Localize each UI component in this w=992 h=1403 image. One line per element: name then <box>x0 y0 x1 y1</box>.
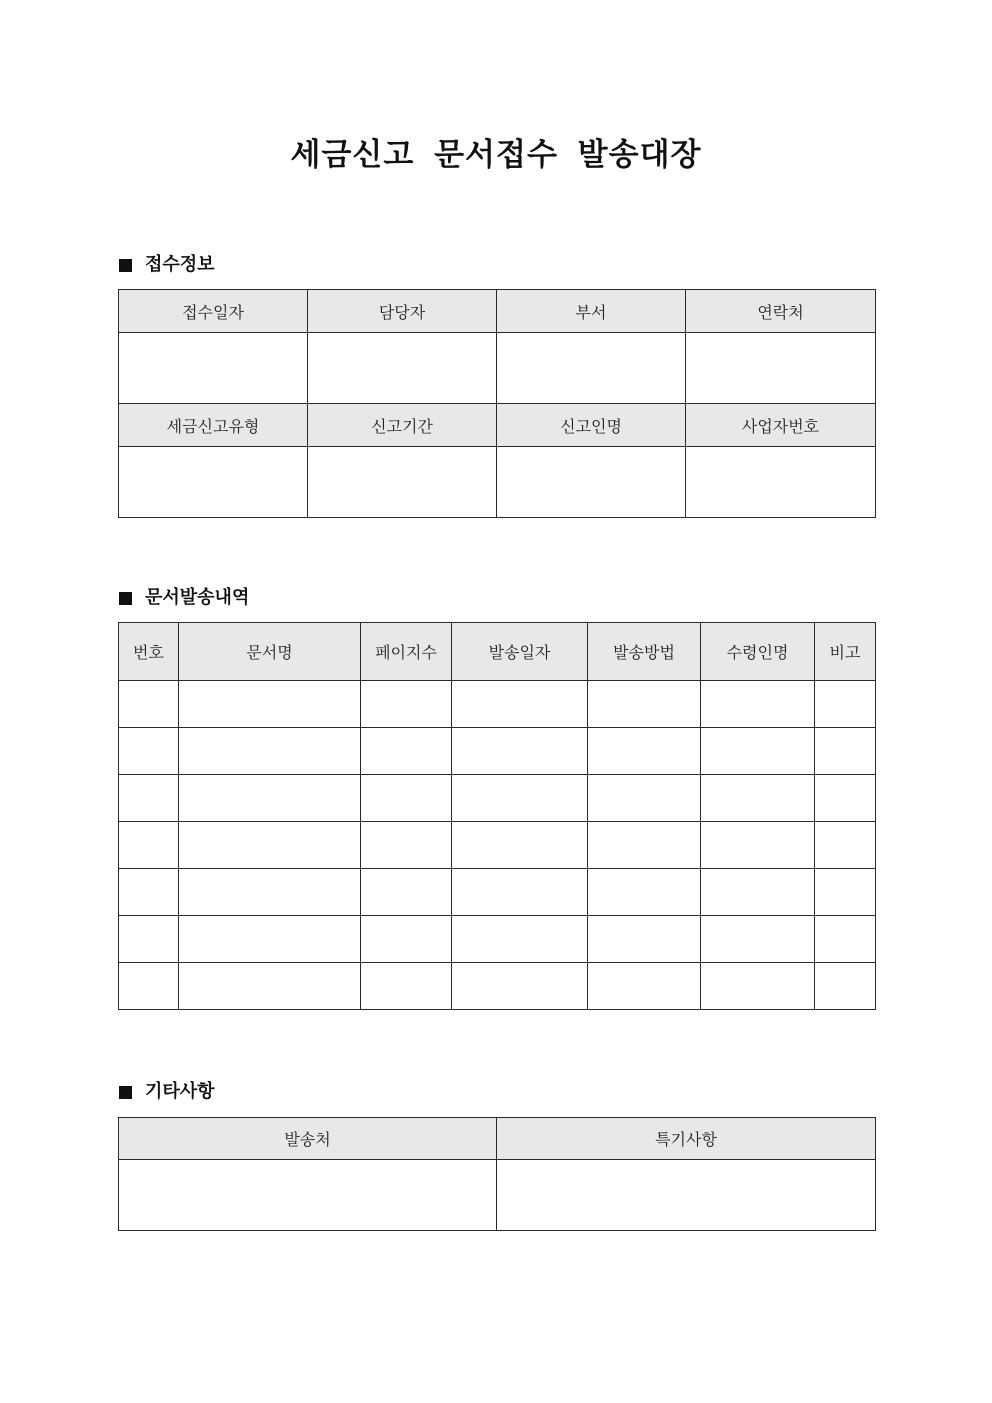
table-cell[interactable] <box>452 963 588 1010</box>
table-cell[interactable] <box>815 728 876 775</box>
table-cell[interactable] <box>588 775 701 822</box>
table-cell[interactable] <box>179 869 361 916</box>
table-cell[interactable] <box>701 963 815 1010</box>
table-cell[interactable] <box>588 681 701 728</box>
table-cell[interactable] <box>588 963 701 1010</box>
business-number-field[interactable] <box>686 447 876 518</box>
page-title: 세금신고 문서접수 발송대장 <box>290 137 702 173</box>
receipt-date-field[interactable] <box>119 333 308 404</box>
table-cell[interactable] <box>179 728 361 775</box>
header-cell-department: 부서 <box>497 290 686 333</box>
table-cell[interactable] <box>701 916 815 963</box>
table-cell[interactable] <box>815 963 876 1010</box>
header-cell-business-number: 사업자번호 <box>686 404 876 447</box>
table-value-row <box>119 333 876 404</box>
table-cell[interactable] <box>452 728 588 775</box>
header-cell-page-count: 페이지수 <box>361 623 452 681</box>
table-cell[interactable] <box>361 963 452 1010</box>
table-cell[interactable] <box>815 681 876 728</box>
table-cell[interactable] <box>179 775 361 822</box>
tax-report-type-field[interactable] <box>119 447 308 518</box>
table-cell[interactable] <box>815 775 876 822</box>
table-cell[interactable] <box>179 822 361 869</box>
table-cell[interactable] <box>452 869 588 916</box>
table-header-row <box>119 623 876 681</box>
table-cell[interactable] <box>119 822 179 869</box>
table-row <box>119 822 876 869</box>
table-cell[interactable] <box>588 728 701 775</box>
table-cell[interactable] <box>815 822 876 869</box>
table-header-row <box>119 290 876 333</box>
table-cell[interactable] <box>701 775 815 822</box>
header-cell-receipt-date: 접수일자 <box>119 290 308 333</box>
black-square-icon <box>119 259 132 272</box>
table-cell[interactable] <box>179 681 361 728</box>
table-row <box>119 681 876 728</box>
manager-field[interactable] <box>308 333 497 404</box>
table-row <box>119 916 876 963</box>
black-square-icon <box>119 1086 132 1099</box>
table-cell[interactable] <box>119 963 179 1010</box>
table-cell[interactable] <box>701 869 815 916</box>
department-field[interactable] <box>497 333 686 404</box>
table-cell[interactable] <box>588 869 701 916</box>
header-cell-dispatch-method: 발송방법 <box>588 623 701 681</box>
table-value-row <box>119 447 876 518</box>
special-notes-field[interactable] <box>497 1160 876 1231</box>
table-row <box>119 775 876 822</box>
table-row <box>119 869 876 916</box>
table-cell[interactable] <box>119 775 179 822</box>
table-cell[interactable] <box>361 728 452 775</box>
black-square-icon <box>119 592 132 605</box>
table-cell[interactable] <box>452 916 588 963</box>
header-cell-recipient-name: 수령인명 <box>701 623 815 681</box>
table-cell[interactable] <box>119 916 179 963</box>
table-cell[interactable] <box>119 728 179 775</box>
table-cell[interactable] <box>119 681 179 728</box>
table-cell[interactable] <box>452 775 588 822</box>
header-cell-special-notes: 특기사항 <box>497 1118 876 1160</box>
table-cell[interactable] <box>815 869 876 916</box>
section-heading-dispatch <box>119 585 249 611</box>
reception-info-table <box>118 289 876 518</box>
table-cell[interactable] <box>701 728 815 775</box>
table-cell[interactable] <box>588 822 701 869</box>
reporter-name-field[interactable] <box>497 447 686 518</box>
table-cell[interactable] <box>588 916 701 963</box>
header-cell-tax-report-type: 세금신고유형 <box>119 404 308 447</box>
report-period-field[interactable] <box>308 447 497 518</box>
table-cell[interactable] <box>452 822 588 869</box>
table-cell[interactable] <box>452 681 588 728</box>
table-cell[interactable] <box>179 916 361 963</box>
header-cell-manager: 담당자 <box>308 290 497 333</box>
section-heading-label: 접수정보 <box>145 254 215 275</box>
table-row <box>119 963 876 1010</box>
table-cell[interactable] <box>361 775 452 822</box>
header-cell-dispatch-date: 발송일자 <box>452 623 588 681</box>
section-heading-other <box>119 1079 215 1105</box>
section-heading-reception <box>119 252 215 278</box>
header-cell-report-period: 신고기간 <box>308 404 497 447</box>
table-value-row <box>119 1160 876 1231</box>
table-cell[interactable] <box>119 869 179 916</box>
table-cell[interactable] <box>361 916 452 963</box>
table-cell[interactable] <box>361 869 452 916</box>
table-cell[interactable] <box>179 963 361 1010</box>
section-heading-label: 문서발송내역 <box>145 587 250 608</box>
table-cell[interactable] <box>361 822 452 869</box>
header-cell-number: 번호 <box>119 623 179 681</box>
table-cell[interactable] <box>815 916 876 963</box>
header-cell-reporter-name: 신고인명 <box>497 404 686 447</box>
table-header-row <box>119 1118 876 1160</box>
table-cell[interactable] <box>701 681 815 728</box>
header-cell-document-name: 문서명 <box>179 623 361 681</box>
section-heading-label: 기타사항 <box>145 1081 215 1102</box>
header-cell-remarks: 비고 <box>815 623 876 681</box>
table-cell[interactable] <box>361 681 452 728</box>
table-header-row <box>119 404 876 447</box>
header-cell-sender: 발송처 <box>119 1118 497 1160</box>
dispatch-history-table <box>118 622 876 1010</box>
header-cell-contact: 연락처 <box>686 290 876 333</box>
sender-field[interactable] <box>119 1160 497 1231</box>
contact-field[interactable] <box>686 333 876 404</box>
other-notes-table <box>118 1117 876 1231</box>
table-row <box>119 728 876 775</box>
table-cell[interactable] <box>701 822 815 869</box>
